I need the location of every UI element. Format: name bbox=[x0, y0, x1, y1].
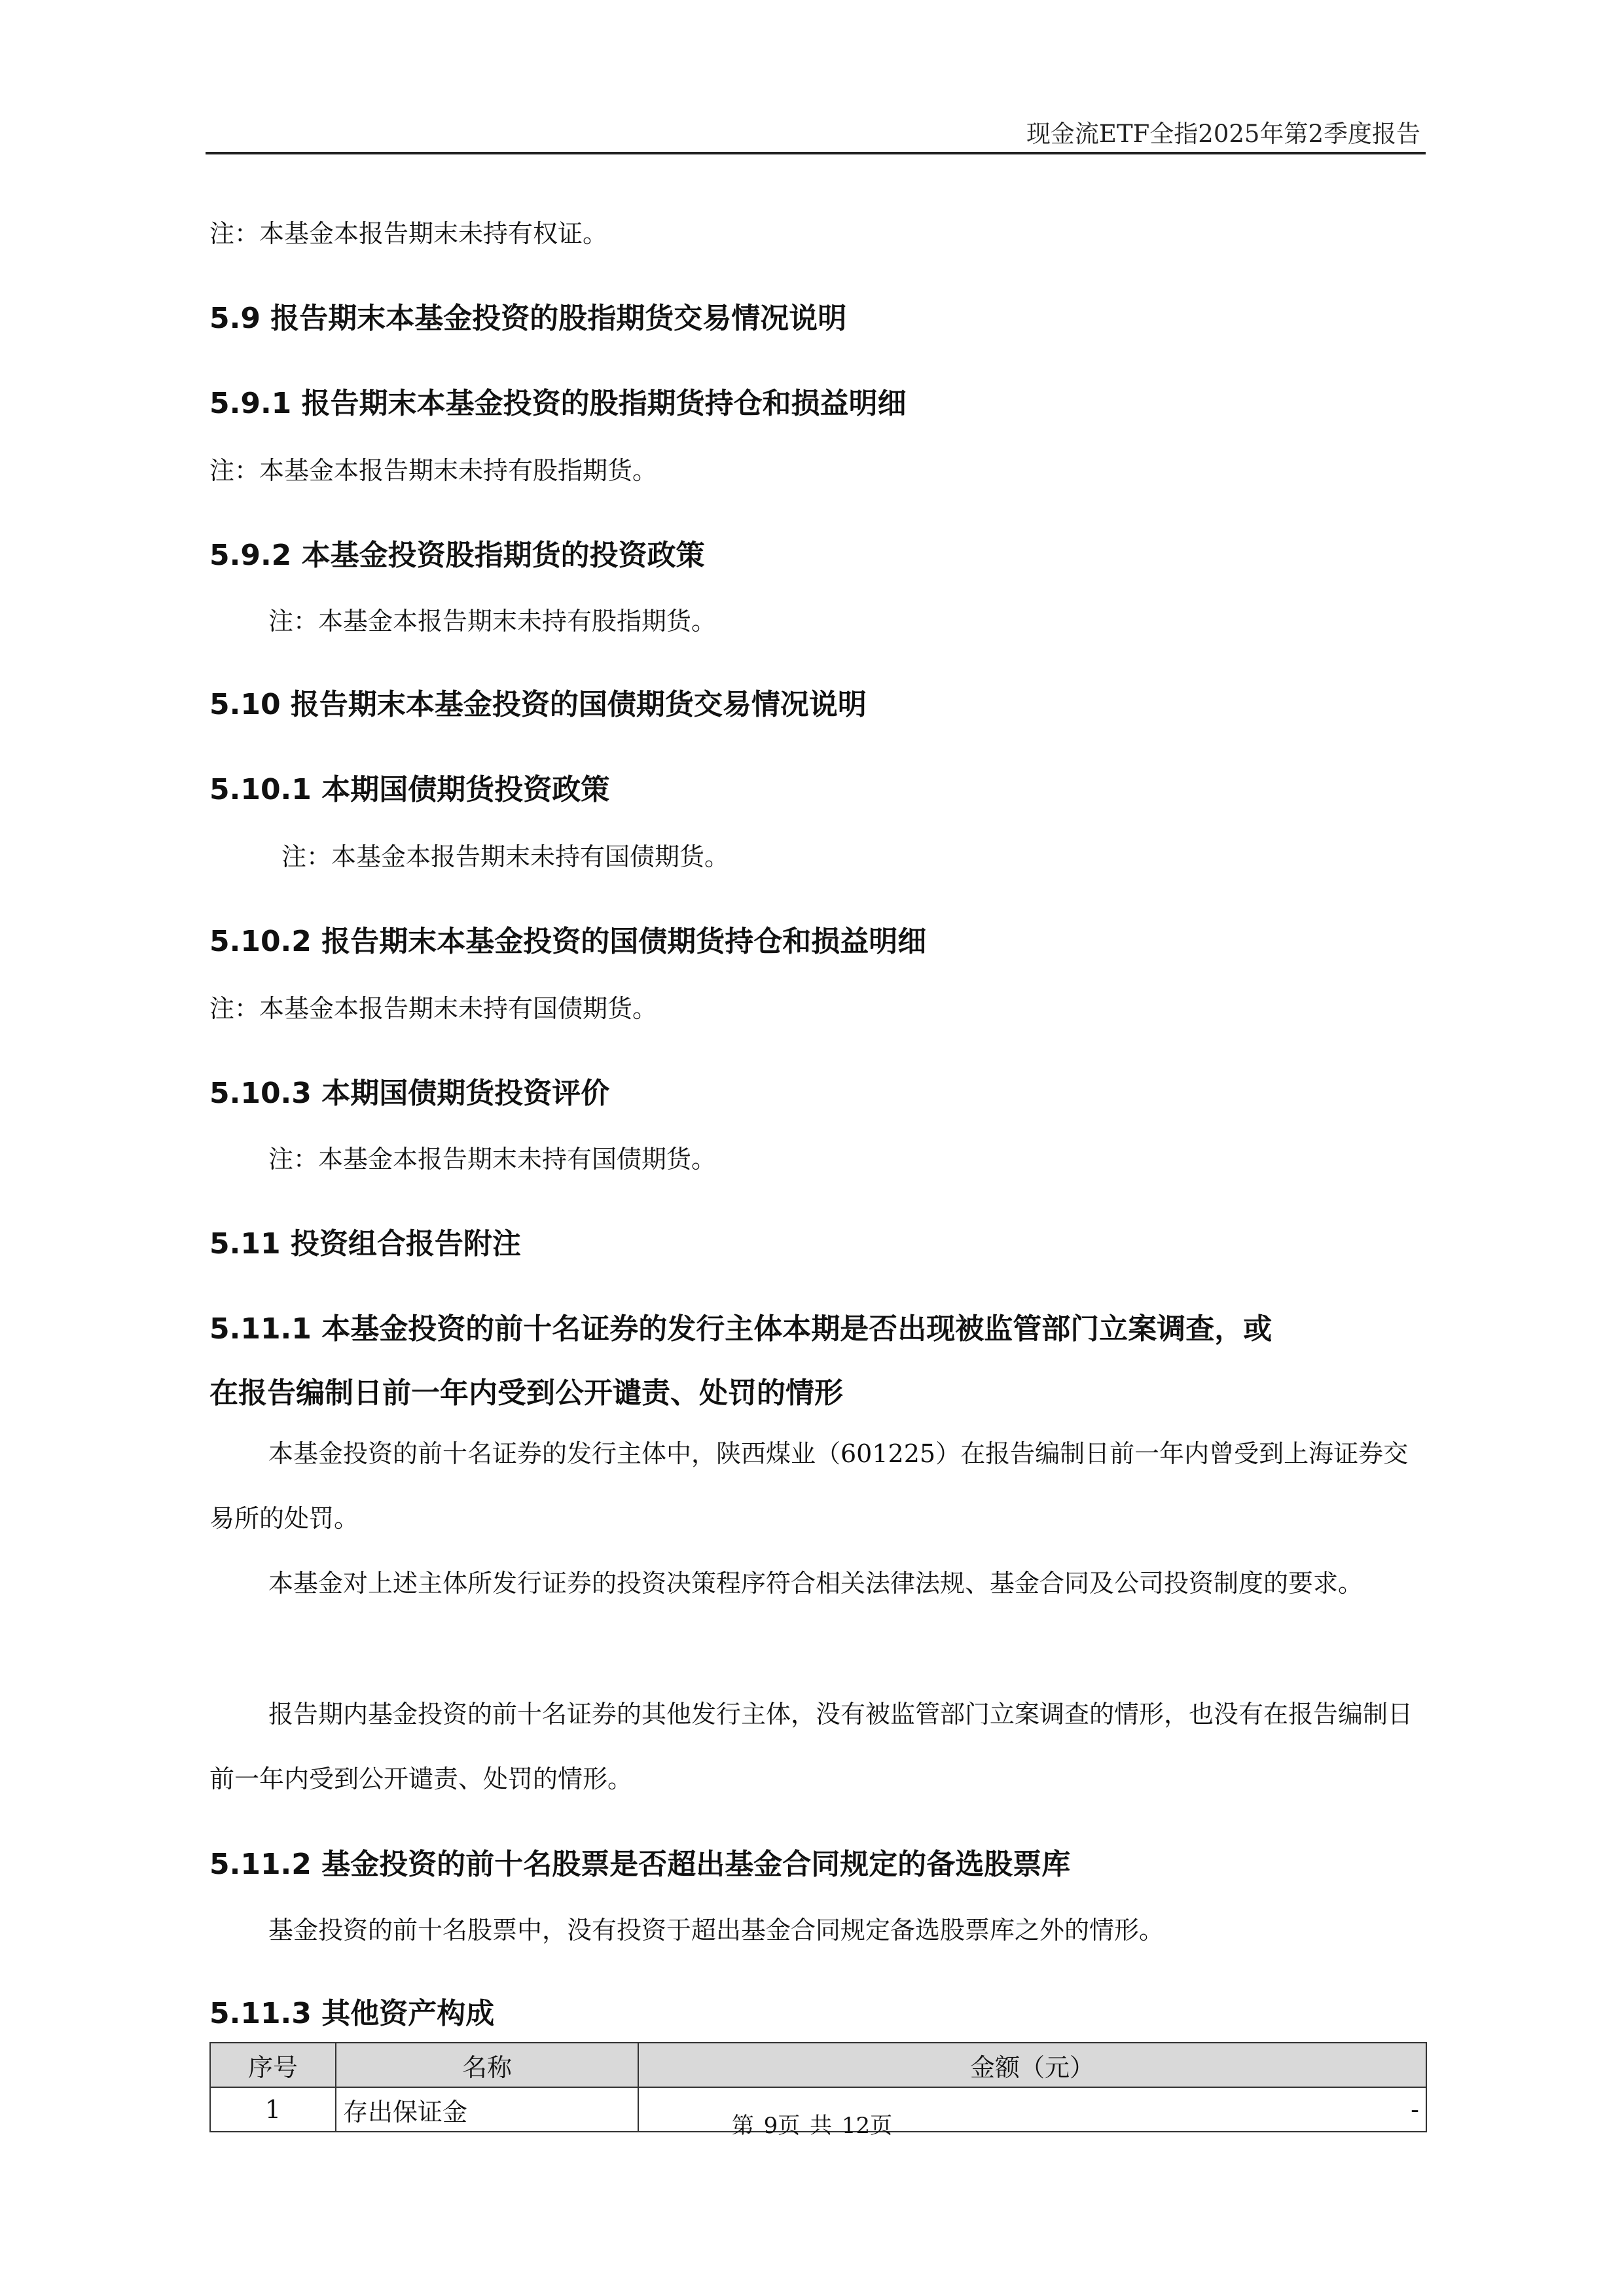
page-number: 第 9页 共 12页 bbox=[731, 2113, 893, 2139]
heading-5-11-2: 5.11.2 基金投资的前十名股票是否超出基金合同规定的备选股票库 bbox=[209, 1848, 1071, 1881]
heading-5-10-1: 5.10.1 本期国债期货投资政策 bbox=[209, 773, 610, 806]
heading-5-10-3: 5.10.3 本期国债期货投资评价 bbox=[209, 1077, 610, 1110]
para-penalty bbox=[209, 1422, 1427, 1551]
para-compliance bbox=[209, 1551, 1427, 1616]
heading-5-10-2: 5.10.2 报告期末本基金投资的国债期货持仓和损益明细 bbox=[209, 925, 927, 958]
heading-5-9-2: 5.9.2 本基金投资股指期货的投资政策 bbox=[209, 539, 705, 572]
column-header-name: 名称 bbox=[336, 2043, 638, 2087]
heading-5-9-1: 5.9.1 报告期末本基金投资的股指期货持仓和损益明细 bbox=[209, 387, 907, 420]
paragraph-text: 本基金对上述主体所发行证券的投资决策程序符合相关法律法规、基金合同及公司投资制度的要求。 bbox=[268, 1569, 1363, 1598]
paragraph-text: 本基金投资的前十名证券的发行主体中，陕西煤业（601225）在报告编制日前一年内曾受到上海证券交易所的处罚。 bbox=[209, 1439, 1409, 1533]
note-treasury-futures-3: 注：本基金本报告期末未持有国债期货。 bbox=[268, 1145, 717, 1174]
note-treasury-futures-2: 注：本基金本报告期末未持有国债期货。 bbox=[209, 994, 658, 1023]
cell-no: 1 bbox=[210, 2087, 336, 2132]
heading-5-11: 5.11 投资组合报告附注 bbox=[209, 1227, 521, 1261]
note-index-futures-2: 注：本基金本报告期末未持有股指期货。 bbox=[268, 607, 717, 636]
para-other-issuers bbox=[209, 1682, 1427, 1812]
cell-amount: - bbox=[638, 2087, 1426, 2132]
report-title: 现金流ETF全指2025年第2季度报告 bbox=[1026, 120, 1420, 148]
page-header bbox=[206, 111, 1426, 154]
paragraph-text: 报告期内基金投资的前十名证券的其他发行主体，没有被监管部门立案调查的情形，也没有在报告编制日前一年内受到公开谴责、处罚的情形。 bbox=[209, 1700, 1413, 1793]
heading-5-9: 5.9 报告期末本基金投资的股指期货交易情况说明 bbox=[209, 302, 847, 335]
note-warrants: 注：本基金本报告期末未持有权证。 bbox=[209, 219, 608, 248]
table-header-row bbox=[210, 2043, 1426, 2087]
heading-5-11-1-line1: 5.11.1 本基金投资的前十名证券的发行主体本期是否出现被监管部门立案调查，或 bbox=[209, 1312, 1272, 1346]
cell-name: 存出保证金 bbox=[336, 2087, 638, 2132]
note-treasury-futures-1: 注：本基金本报告期末未持有国债期货。 bbox=[281, 842, 730, 871]
column-header-no: 序号 bbox=[210, 2043, 336, 2087]
note-stock-pool: 基金投资的前十名股票中，没有投资于超出基金合同规定备选股票库之外的情形。 bbox=[268, 1916, 1164, 1945]
heading-5-11-3: 5.11.3 其他资产构成 bbox=[209, 1997, 495, 2030]
note-index-futures-1: 注：本基金本报告期末未持有股指期货。 bbox=[209, 456, 658, 485]
heading-5-10: 5.10 报告期末本基金投资的国债期货交易情况说明 bbox=[209, 688, 867, 721]
heading-5-11-1-line2: 在报告编制日前一年内受到公开谴责、处罚的情形 bbox=[209, 1376, 843, 1410]
column-header-amount: 金额（元） bbox=[638, 2043, 1426, 2087]
